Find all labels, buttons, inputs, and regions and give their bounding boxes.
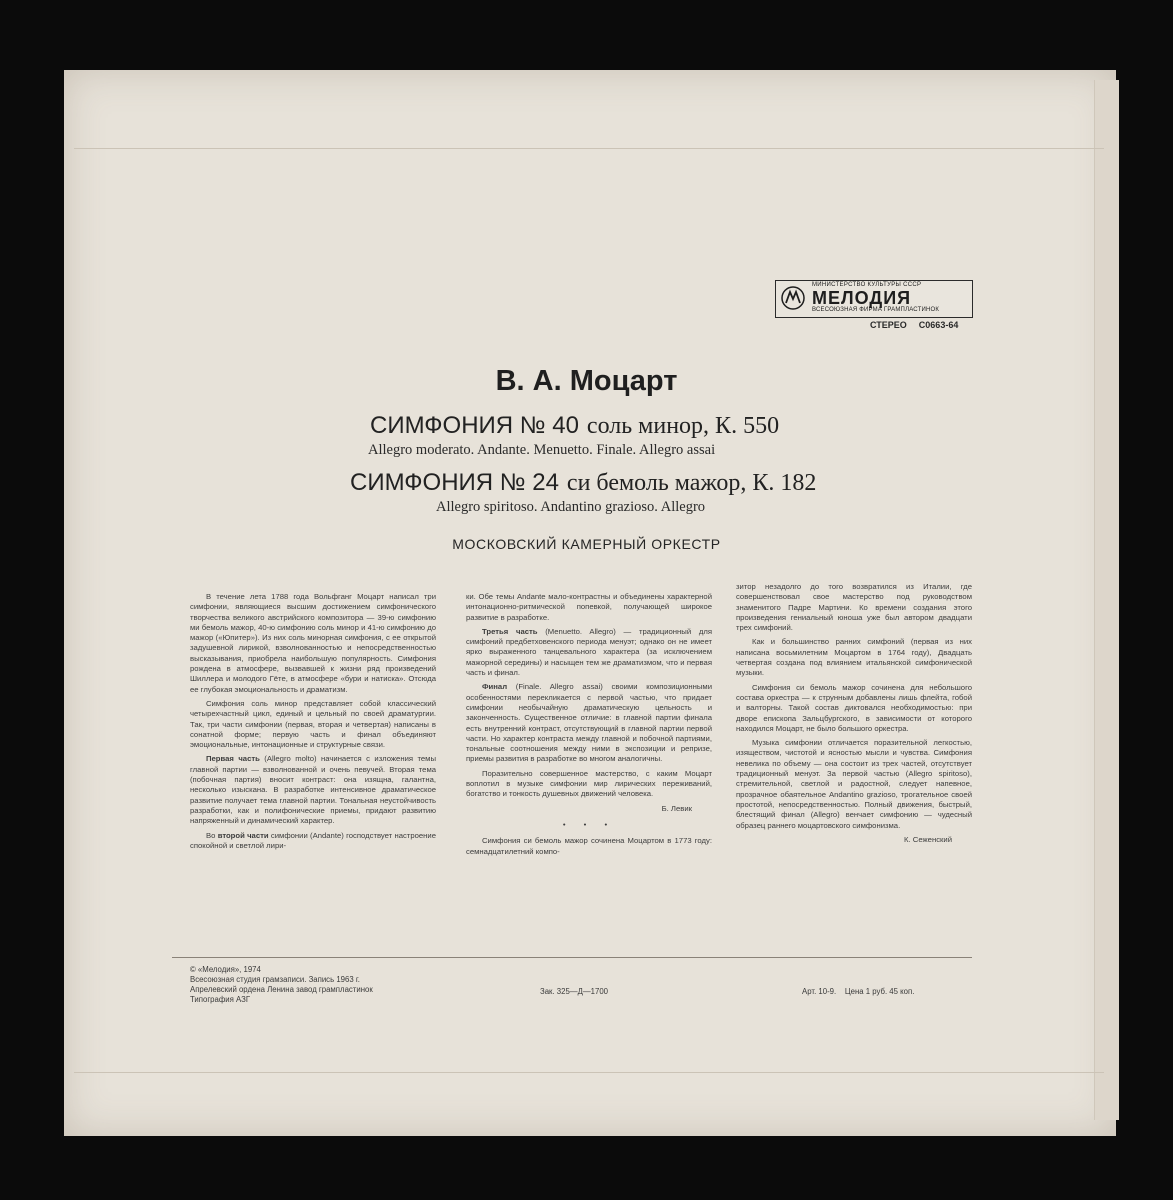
notes-column-3 <box>736 582 972 845</box>
footer-divider <box>172 957 972 958</box>
symphony-40-movements: Allegro moderato. Andante. Menuetto. Finale. Allegro assai <box>368 442 716 458</box>
symphony-24-number: СИМФОНИЯ № 24 <box>350 469 559 496</box>
price: Цена 1 руб. 45 коп. <box>844 987 915 996</box>
notes-paragraph: Первая часть (Allegro molto) начинается с изложения темы главной партии — взволнованной и очень певучей. Вторая тема (побочная партия) вносит контраст: она изящна, галантна, несколько изыскана. В разработке интенсивное драматическое развитие получает тема главной партии. Тональная неустойчивость разработки, как и полифонические приемы, придают развитию напряженный и динамический характер. <box>190 754 436 826</box>
notes-paragraph: Третья часть (Menuetto. Allegro) — традиционный для симфоний предбетховенского периода менуэт; однако он не имеет ярко выраженного танцевального характера (за исключением мажорной середины) и насыщен тем же драматизмом, что и первая часть и финал. <box>466 626 712 678</box>
notes-column-2 <box>466 592 712 861</box>
symphony-40-title <box>370 412 779 440</box>
symphony-40-number: СИМФОНИЯ № 40 <box>370 412 579 439</box>
notes-paragraph: Симфония си бемоль мажор сочинена для небольшого состава оркестра — к струнным добавлены лишь флейта, гобой и валторны. Такой состав диктовался необходимостью: при дворе епископа Зальцбургского, в зависимости от которого находился Моцарт, не было большого оркестра. <box>736 682 972 733</box>
notes-paragraph: Финал (Finale. Allegro assai) своими композиционными особенностями перекликается с первой частью, что придает симфонии необычайную драматическую цельность и законченность. Существенное отличие: в главной партии финала есть внутренний контраст, отсутствующий в главной партии первой части. Но характер контраста между главной и побочной партиями, тональные соотношения между ними в экспозиции и репризе, приемы развития в разработке во многом аналогичны. <box>466 682 712 764</box>
ministry-text: МИНИСТЕРСТВО КУЛЬТУРЫ СССР <box>812 282 922 288</box>
author-signature: Б. Левик <box>661 803 692 813</box>
notes-paragraph: зитор незадолго до того возвратился из Италии, где совершенствовал свое мастерство под руководством знаменитого Падре Мартини. Ко времени создания этого произведения гениальный юноша уже был автором двадцати трех симфоний. <box>736 582 972 633</box>
orchestra-name: МОСКОВСКИЙ КАМЕРНЫЙ ОРКЕСТР <box>452 536 721 552</box>
sleeve-edge <box>1094 80 1119 1120</box>
order-number: Зак. 325—Д—1700 <box>540 987 609 996</box>
price-info <box>802 987 914 996</box>
notes-paragraph: В течение лета 1788 года Вольфганг Моцарт написал три симфонии, являющиеся высшим достижением симфонического творчества великого австрийского композитора — 39-ю симфонию ми бемоль мажор, 40-ю симфонию соль минор и 41-ю симфонию до мажор («Юпитер»). Из них соль минорная симфония, с ее открытой задушевной лирикой, взволнованностью и непосредственностью высказывания, приобрела наибольшую популярность. Симфония рождена в атмосфере, вызвавшей к жизни ряд произведений Шиллера и молодого Гёте, в атмосфере «бури и натиска». Отсюда ее глубокая эмоциональность и драматизм. <box>190 592 436 694</box>
sleeve-fold-line <box>74 1072 1104 1073</box>
publisher-info <box>190 965 373 1005</box>
studio-line: Всесоюзная студия грамзаписи. Запись 1963 г. <box>190 975 360 984</box>
symphony-24-key: си бемоль мажор, К. 182 <box>566 470 817 496</box>
symphony-40-key: соль минор, К. 550 <box>586 413 780 439</box>
brand-name: МЕЛОДИЯ <box>812 288 912 308</box>
copyright-line: © «Мелодия», 1974 <box>190 965 261 974</box>
section-divider: • • • <box>562 819 616 829</box>
article-number: Арт. 10-9. <box>802 987 837 996</box>
factory-line: Апрелевский ордена Ленина завод грампластинок <box>190 985 373 994</box>
notes-paragraph: Поразительно совершенное мастерство, с каким Моцарт воплотил в музыке симфонии мир лирических переживаний, богатство и тонкость душевных движений человека. <box>466 768 712 799</box>
melodiya-logo-icon <box>780 285 806 311</box>
symphony-24-title <box>350 469 816 497</box>
notes-paragraph: Во второй части симфонии (Andante) господствует настроение спокойной и светлой лири- <box>190 830 436 850</box>
catalog-number: С0663-64 <box>918 320 959 330</box>
printer-line: Типография АЗГ <box>190 995 251 1004</box>
composer-name: В. А. Моцарт <box>495 365 678 397</box>
stereo-label: СТЕРЕО <box>870 320 907 330</box>
author-signature: К. Сеженский <box>904 834 952 844</box>
melodiya-logo <box>775 280 973 318</box>
notes-paragraph: Музыка симфонии отличается поразительной легкостью, изяществом, чистотой и ясностью мысли и чувства. Симфония невелика по объему — она состоит из трех частей, отсутствует традиционный менуэт. За первой частью (Allegro spiritoso), стремительной, светлой и радостной, следует напевное, прозрачное обаятельное Andantino grazioso, трогательное своей простотой, непосредственностью. Полный движения, быстрый, блестящий финал (Allegro) венчает симфонию — чудесный образец раннего моцартовского симфонизма. <box>736 738 972 830</box>
notes-paragraph: Симфония соль минор представляет собой классический четырехчастный цикл, единый и цельный по своей драматургии. Так, три части симфонии (первая, вторая и четвертая) написаны в сонатной форме; первую часть и финал объединяют эмоциональные, интонационные и структурные связи. <box>190 698 436 750</box>
symphony-24-movements: Allegro spiritoso. Andantino grazioso. Allegro <box>436 499 706 515</box>
catalog-info <box>870 320 970 330</box>
sleeve-fold-line <box>74 148 1104 149</box>
notes-paragraph: Как и большинство ранних симфоний (первая из них написана восьмилетним Моцартом в 1764 году), Двадцать четвертая создана под влиянием итальянской симфонической музыки. <box>736 637 972 678</box>
company-text: ВСЕСОЮЗНАЯ ФИРМА ГРАМПЛАСТИНОК <box>812 307 940 313</box>
notes-paragraph: ки. Обе темы Andante мало-контрастны и объединены характерной интонационно-ритмической попевкой, получающей широкое развитие в разработке. <box>466 592 712 622</box>
notes-paragraph: Симфония си бемоль мажор сочинена Моцартом в 1773 году: семнадцатилетний компо- <box>466 836 712 856</box>
notes-column-1 <box>190 592 436 855</box>
